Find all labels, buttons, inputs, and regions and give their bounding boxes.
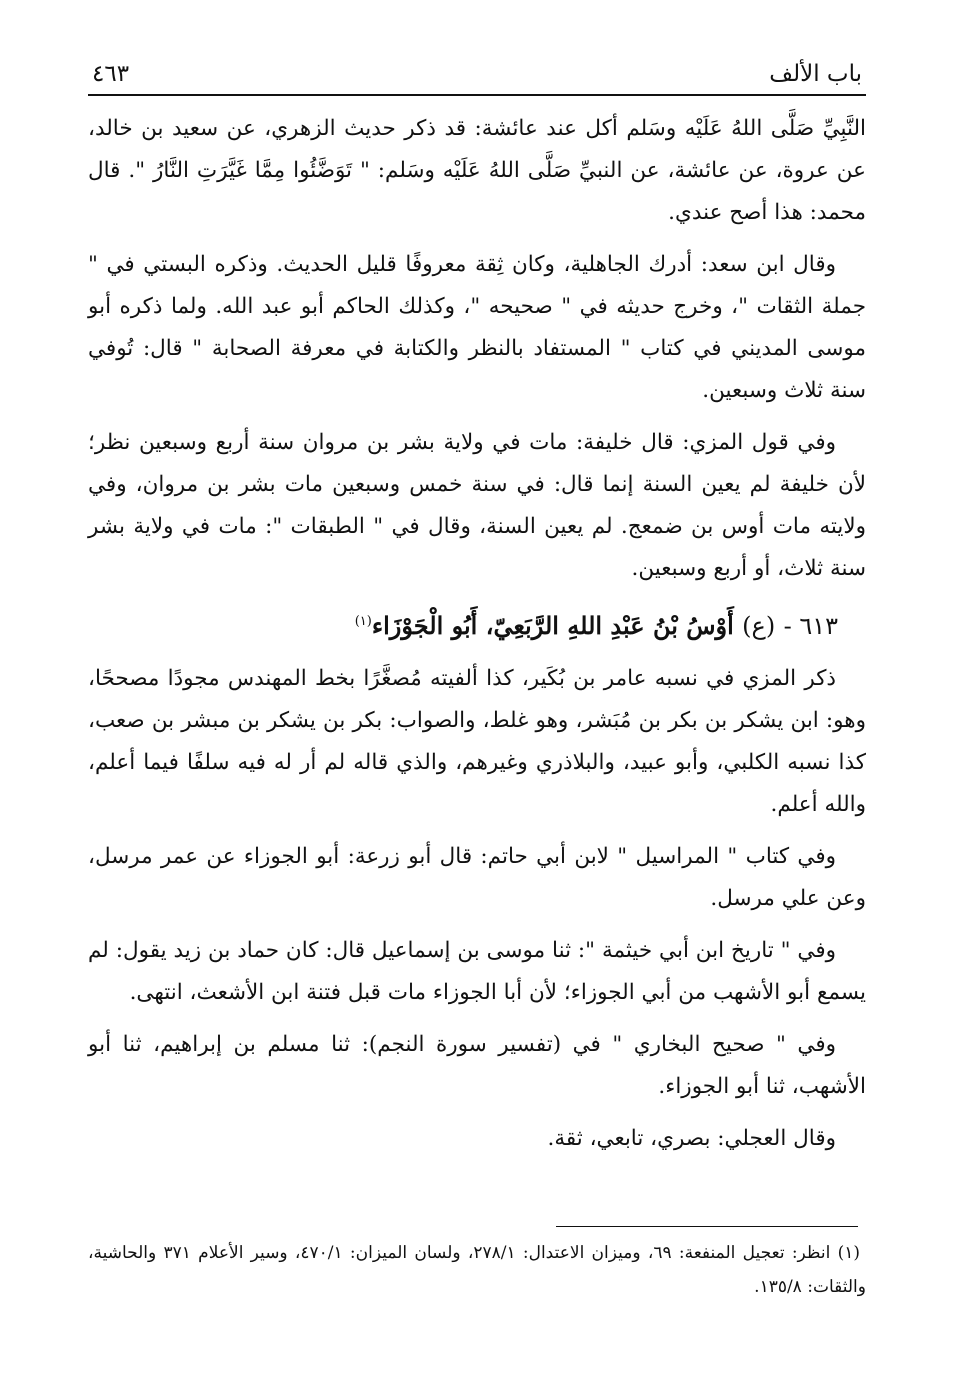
entry-number: ٦١٣ - (783, 612, 838, 640)
entry-marker: (ع) (742, 612, 776, 640)
page-number: ٤٦٣ (92, 61, 130, 87)
paragraph-ijli: وقال العجلي: بصري، تابعي، ثقة. (547, 1126, 836, 1151)
paragraph-ibn-abi-khaythama: وفي " تاريخ ابن أبي خيثمة ": ثنا موسى بن إسماعيل قال: كان حماد بن زيد يقول: لم يسمع أبو الأشهب من أبي الجوزاء؛ لأن أبا الجوزاء مات قبل فتنة ابن الأشعث، انتهى. (88, 938, 866, 1005)
footnotes (88, 1236, 866, 1304)
paragraph-lineage: ذكر المزي في نسبه عامر بن بُكَير، كذا ألفيته مُصغَّرًا بخط المهندس مجودًا مصححًا، وهو: ابن يشكر بن بكر بن مُبَشر، وهو غلط، والصواب: بكر بن يشكر بن مبشر بن صعب، كذا نسبه الكلبي، وأبو عبيد، والبلاذري وغيرهم، والذي قاله لم أر له فيه سلفًا فيما أعلم، والله أعلم. (88, 666, 866, 817)
paragraph-ibn-saad: وقال ابن سعد: أدرك الجاهلية، وكان ثِقة معروفًا قليل الحديث. وذكره البستي في " جملة الثقات "، وخرج حديثه في " صحيحه "، وكذلك الحاكم أبو عبد الله. ولما ذكره أبو موسى المديني في كتاب " المستفاد بالنظر والكتابة في معرفة الصحابة " قال: تُوفي سنة ثلاث وسبعين. (88, 252, 866, 403)
chapter-title: باب الألف (769, 61, 862, 87)
running-header (88, 56, 866, 96)
paragraph-continuation: النَّبِيِّ صَلَّى اللهُ عَلَيْه وسَلم أكل عند عائشة: قد ذكر حديث الزهري، عن سعيد بن خالد، عن عروة، عن عائشة، عن النبيِّ صَلَّى اللهُ عَلَيْه وسَلم: " تَوَضَّئُوا مِمَّا غَيَّرَتِ النَّارُ ". قال محمد: هذا أصح عندي. (88, 116, 867, 225)
paragraph-mizzi-critique: وفي قول المزي: قال خليفة: مات في ولاية بشر بن مروان سنة أربع وسبعين نظر؛ لأن خليفة لم يعين السنة إنما قال: في سنة خمس وسبعين مات بشر بن مروان، وفي ولايته مات أوس بن ضمعج. لم يعين السنة، وقال في " الطبقات ": مات في ولاية بشر سنة ثلاث، أو أربع وسبعين. (88, 430, 866, 581)
paragraph-marasil: وفي كتاب " المراسيل " لابن أبي حاتم: قال أبو زرعة: أبو الجوزاء عن عمر مرسل، وعن علي مرسل. (88, 844, 866, 911)
entry-heading (88, 600, 866, 648)
footnote-divider (556, 1226, 858, 1227)
paragraph-bukhari: وفي " صحيح البخاري " في (تفسير سورة النجم): ثنا مسلم بن إبراهيم، ثنا أبو الأشهب، ثنا أبو الجوزاء. (88, 1032, 866, 1099)
footnote-reference: (١) (354, 614, 372, 629)
document-page (88, 56, 866, 1170)
main-text (88, 108, 866, 1160)
entry-name: أَوْسُ بْنُ عَبْدِ اللهِ الرَّبَعِيّ، أَبُو الْجَوْزَاء (371, 611, 734, 640)
footnote-1: (١) انظر: تعجيل المنفعة: ٦٩، وميزان الاعتدال: ٢٧٨/١، ولسان الميزان: ٤٧٠/١، وسير الأعلام ٣٧١ والحاشية، والثقات: ١٣٥/٨. (88, 1243, 866, 1297)
